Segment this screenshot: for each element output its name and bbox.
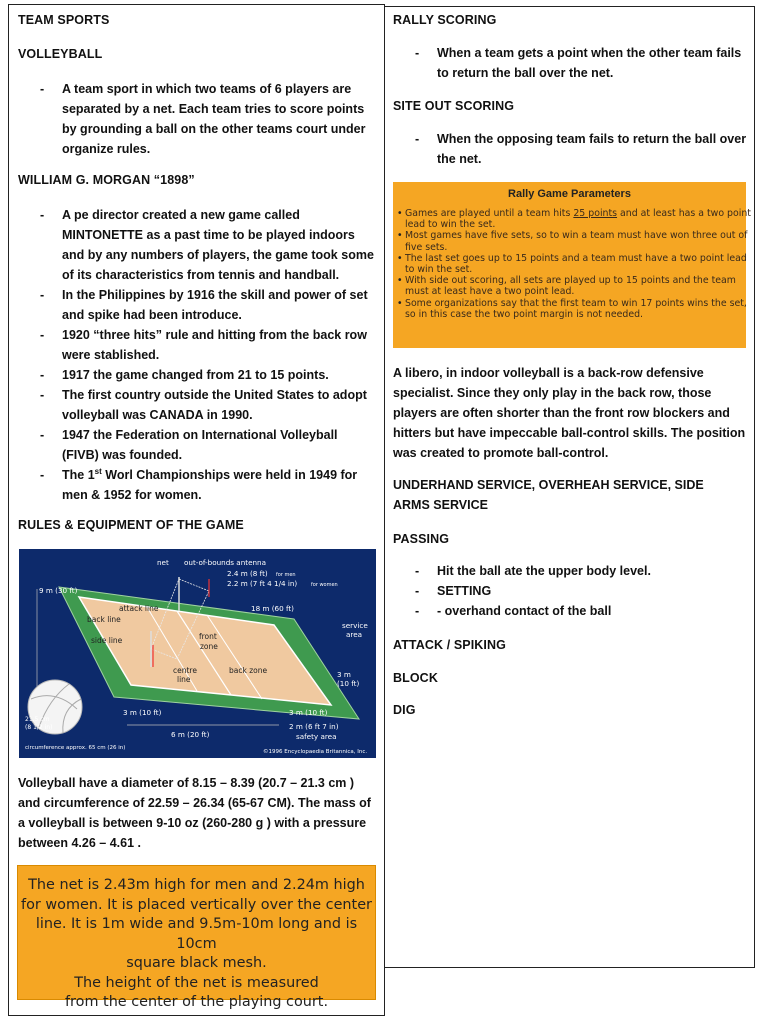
history-item-text: A pe director created a new game called MINTONETTE as a past time to be played indoors and by any numbers of players, the game took some of its characteristics from tennis and handball. <box>62 208 374 282</box>
heading-rally-scoring: RALLY SCORING <box>393 13 497 27</box>
label-6m: 6 m (20 ft) <box>171 730 210 739</box>
history-item-text: Worl Championships were held in 1949 for men & 1952 for women. <box>62 468 358 502</box>
rally-box-item-text: Games are played until a team hits <box>405 208 571 219</box>
history-item: - The first country outside the United States to adopt volleyball was CANADA in 1990. <box>40 388 367 422</box>
net-info-line: for women. It is placed vertically over the center <box>21 896 372 913</box>
libero-paragraph: A libero, in indoor volleyball is a back-row defensive specialist. Since they only play in the back row, those players are often shorter than the front row blockers and hitters but have impeccable ball-control skills. The position was created to promote ball-control. <box>393 366 746 460</box>
net-info-box <box>17 865 376 1010</box>
rally-box-item: • With side out scoring, all sets are played up to 15 points and the team must at least have a two point lead. <box>405 275 751 297</box>
label-height-men: 2.4 m (8 ft) <box>227 569 268 578</box>
passing-item-text: Hit the ball ate the upper body level. <box>437 564 651 578</box>
net-info-line: line. It is 1m wide and 9.5m-10m long and is 10cm <box>35 916 358 952</box>
label-copyright: ©1996 Encyclopaedia Britannica, Inc. <box>263 749 368 755</box>
left-column <box>8 4 385 1016</box>
label-side-line: side line <box>91 636 123 645</box>
rally-box-item <box>405 208 751 230</box>
history-item: - The 1st Worl Championships were held in 1949 for men & 1952 for women. <box>40 466 358 502</box>
history-item: - 1917 the game changed from 21 to 15 points. <box>40 368 329 382</box>
label-for-women: for women <box>311 582 338 588</box>
label-net: net <box>157 558 169 567</box>
superscript: st <box>94 466 102 476</box>
history-item: - 1920 “three hits” rule and hitting from the back row were stablished. <box>40 328 367 362</box>
court-diagram <box>19 549 376 758</box>
heading-morgan: WILLIAM G. MORGAN “1898” <box>18 173 195 187</box>
label-for-men: for men <box>276 572 296 578</box>
rally-item-text: When a team gets a point when the other team fails to return the ball over the net. <box>437 46 742 80</box>
passing-item: - - overhand contact of the ball <box>415 604 612 618</box>
heading-team-sports: TEAM SPORTS <box>18 13 110 27</box>
rally-box-item: • Most games have five sets, so to win a team must have won three out of five sets. <box>405 230 751 252</box>
passing-item: - SETTING <box>415 584 492 598</box>
rally-box-underline: 25 points <box>573 208 618 219</box>
siteout-item: - When the opposing team fails to return the ball over the net. <box>415 132 747 166</box>
label-antenna: out-of-bounds antenna <box>184 558 267 567</box>
label-line: line <box>177 675 191 684</box>
passing-item-text: - overhand contact of the ball <box>437 604 612 618</box>
heading-dig: DIG <box>393 703 416 717</box>
label-safety-area: safety area <box>296 732 337 741</box>
label-3m-a: 3 m <box>337 670 351 679</box>
passing-item: - Hit the ball ate the upper body level. <box>415 564 651 578</box>
net-info-text <box>18 876 375 1013</box>
label-9m: 9 m (30 ft) <box>39 586 78 595</box>
heading-attack: ATTACK / SPIKING <box>393 638 506 652</box>
net-info-line: from the center of the playing court. <box>64 994 329 1010</box>
rally-box-item: • The last set goes up to 15 points and a team must have a two point lead to win the set. <box>405 253 751 275</box>
passing-item-text: SETTING <box>437 584 492 598</box>
rally-box-item-text: and at least has a two point lead to win the set. <box>405 208 751 231</box>
history-item: - A pe director created a new game called MINTONETTE as a past time to be played indoors and by any numbers of players, the game took some of its characteristics from tennis and handball. <box>40 208 374 282</box>
net-info-line: square black mesh. <box>126 955 267 971</box>
net-info-line: The height of the net is measured <box>74 974 319 991</box>
ball-specs: Volleyball have a diameter of 8.15 – 8.39 (20.7 – 21.3 cm ) and circumference of 22.59 – 26.34 (65-67 CM). The mass of a volleyball is between 9-10 oz (260-280 g ) with a pressure between 4.26 – 4.61 . <box>18 776 371 850</box>
heading-rules: RULES & EQUIPMENT OF THE GAME <box>18 518 244 532</box>
rally-box-list <box>395 208 751 320</box>
heading-block: BLOCK <box>393 671 438 685</box>
label-centre: centre <box>173 666 197 675</box>
label-back-line: back line <box>87 615 121 624</box>
history-item-text: In the Philippines by 1916 the skill and power of set and spike had been introduce. <box>62 288 368 322</box>
history-item: - In the Philippines by 1916 the skill and power of set and spike had been introduce. <box>40 288 368 322</box>
rally-parameters-box <box>393 182 751 348</box>
heading-service: UNDERHAND SERVICE, OVERHEAH SERVICE, SIDE ARMS SERVICE <box>393 478 704 512</box>
label-area: area <box>346 630 363 639</box>
label-2m: 2 m (6 ft 7 in) <box>289 722 339 731</box>
right-column <box>384 6 755 968</box>
history-item-text: 1917 the game changed from 21 to 15 points. <box>62 368 329 382</box>
label-front: front <box>199 632 217 641</box>
heading-volleyball: VOLLEYBALL <box>18 47 103 61</box>
rally-item: - When a team gets a point when the other team fails to return the ball over the net. <box>415 46 742 80</box>
volleyball-description-text: A team sport in which two teams of 6 players are separated by a net. Each team tries to score points by grounding a ball on the other teams court under organize rules. <box>62 82 366 156</box>
label-ball-diameter: 21.5 cm <box>25 716 50 723</box>
volleyball-description: - A team sport in which two teams of 6 players are separated by a net. Each team tries to score points by grounding a ball on the other teams court under organize rules. <box>40 82 366 156</box>
label-zone: zone <box>200 642 218 651</box>
label-3m-b: 3 m (10 ft) <box>123 708 162 717</box>
history-item: - 1947 the Federation on International Volleyball (FIVB) was founded. <box>40 428 338 462</box>
label-circumference: circumference approx. 65 cm (26 in) <box>25 745 126 751</box>
siteout-item-text: When the opposing team fails to return the ball over the net. <box>437 132 747 166</box>
label-height-women: 2.2 m (7 ft 4 1/4 in) <box>227 579 298 588</box>
history-item-text: The first country outside the United States to adopt volleyball was CANADA in 1990. <box>62 388 367 422</box>
label-10ft: (10 ft) <box>337 679 360 688</box>
label-ball-diameter-in: (8 1/2 in) <box>25 724 53 731</box>
history-item-text: The 1 <box>62 468 95 482</box>
net-info-line: The net is 2.43m high for men and 2.24m high <box>28 877 365 893</box>
label-back-zone: back zone <box>229 666 268 675</box>
rally-box-item: • Some organizations say that the first team to win 17 points wins the set, so in this case the two point margin is not needed. <box>405 298 751 320</box>
history-item-text: 1920 “three hits” rule and hitting from the back row were stablished. <box>62 328 367 362</box>
heading-site-out-scoring: SITE OUT SCORING <box>393 99 515 113</box>
label-attack-line: attack line <box>119 604 159 613</box>
heading-passing: PASSING <box>393 532 450 546</box>
label-3m-c: 3 m (10 ft) <box>289 708 328 717</box>
label-18m: 18 m (60 ft) <box>251 604 294 613</box>
label-service: service <box>342 621 368 630</box>
rally-box-title: Rally Game Parameters <box>508 188 631 200</box>
history-item-text: 1947 the Federation on International Volleyball (FIVB) was founded. <box>62 428 338 462</box>
